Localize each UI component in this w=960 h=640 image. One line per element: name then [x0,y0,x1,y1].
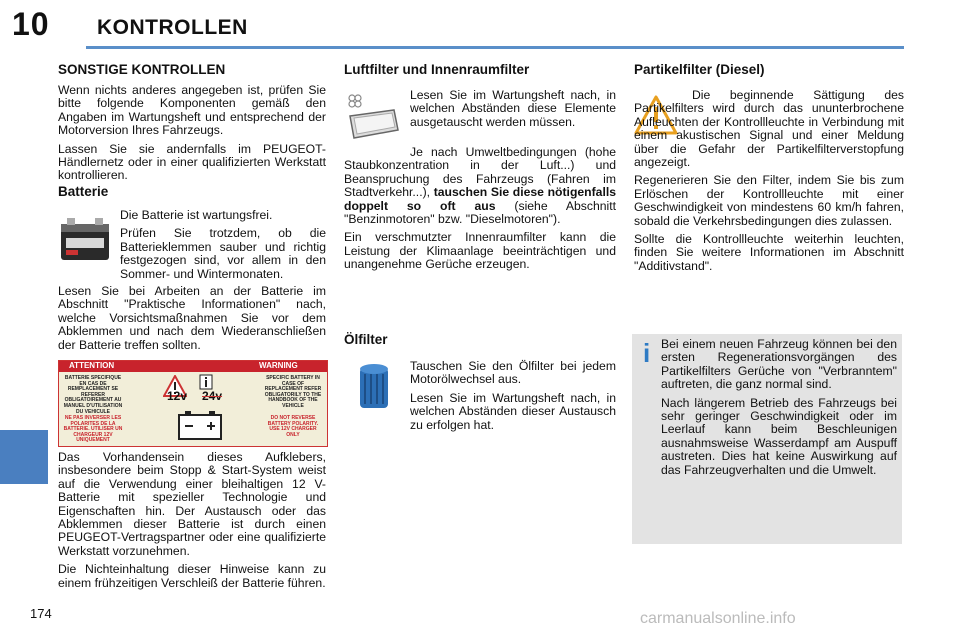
oelfilter-paragraph-2: Lesen Sie im Wartungsheft nach, in welchen Abständen dieser Austausch zu erfolgen hat. [410,390,616,432]
luftfilter-paragraph-2a: Je nach Umweltbedingungen (hohe Staubkonzentration in der Luft...) und Beanspruchung des Fahrzeugs (Fahren im Stadtverkehr...), [344,145,616,200]
luftfilter-paragraph-3: Ein verschmutzter Innenraumfilter kann die Leistung der Klimaanlage beeinträchtigen und unangenehme Gerüche erzeugen. [344,230,616,272]
sticker-battery-icon [177,409,223,441]
oelfilter-paragraph-1: Tauschen Sie den Ölfilter bei jedem Motorölwechsel aus. [410,359,616,387]
battery-warning-sticker [58,360,328,447]
chapter-number: 10 [12,6,50,42]
sticker-right-top: SPECIFIC BATTERY IN CASE OF REPLACEMENT REFER OBLIGATORILY TO THE HANDBOOK OF THE VEHICLE [264,375,322,409]
sticker-attention: ATTENTION [69,361,115,370]
batterie-paragraph-1: Die Batterie ist wartungsfrei. [120,208,273,222]
batterie-text-top [120,209,326,286]
section-title-batterie: Batterie [58,184,109,199]
batterie-paragraph-5: Die Nichteinhaltung dieser Hinweise kann zu einem frühzeitigen Verschleiß der Batterie führen. [58,562,326,590]
luftfilter-paragraph-2-bold: tauschen Sie diese nötigenfalls doppelt so oft aus [344,185,616,213]
sticker-header [59,361,327,372]
sticker-12v: 12v [167,389,188,403]
partikelfilter-paragraph-2: Regenerieren Sie den Filter, indem Sie bis zum Erlöschen der Kontrollleuchte mit einer Geschwindigkeit von mindestens 60 km/h fahren, sobald die Verkehrsbedingungen dies zulassen. [634,173,904,228]
sticker-right-bottom: DO NOT REVERSE BATTERY POLARITY. USE 12V CHARGER ONLY [267,415,319,438]
sonstige-paragraph-1: Wenn nichts anderes angegeben ist, prüfen Sie bitte folgende Komponenten gemäß den Angaben im Wartungsheft und entsprechend der Motorversion Ihres Fahrzeugs. [58,83,326,138]
sticker-24v: 24v [202,389,223,403]
oelfilter-text [410,360,616,437]
sonstige-paragraph-2: Lassen Sie sie andernfalls im PEUGEOT-Händlernetz oder in einer qualifizierten Werkstatt kontrollieren. [58,141,326,183]
luftfilter-paragraph-1: Lesen Sie im Wartungsheft nach, in welchen Abständen diese Elemente ausgetauscht werden müssen. [410,88,616,129]
header-divider [86,46,904,49]
batterie-paragraph-3: Lesen Sie bei Arbeiten an der Batterie im Abschnitt "Praktische Informationen" nach, welche Vorsichtsmaßnahmen Sie vor dem Abklemmen und nach dem Wiederanschließen der Batterie treffen sollten. [58,284,326,352]
watermark: carmanualsonline.info [640,610,796,627]
info-paragraph-2: Nach längerem Betrieb des Fahrzeugs bei sehr geringer Geschwindigkeit oder im Leerlauf kann beim Beschleunigen ausnahmsweise Wasserdampf am Auspuff austreten. Dies hat keine Auswirkung auf das Fahrzeugverhalten und die Umwelt. [661,395,897,477]
section-title-oelfilter: Ölfilter [344,332,388,347]
section-title-partikelfilter: Partikelfilter (Diesel) [634,62,765,77]
luftfilter-paragraph-2 [344,146,616,226]
sticker-left-bottom: NE PAS INVERSER LES POLARITES DE LA BATTERIE. UTILISER UN CHARGEUR 12V UNIQUEMENT [63,415,123,444]
info-paragraph-1: Bei einem neuen Fahrzeug können bei den ersten Regenerationsvorgängen des Partikelfilters Gerüche von "Verbranntem" auftreten, die ganz normal sind. [661,337,897,392]
oil-filter-icon [356,362,392,412]
sticker-warning: WARNING [259,361,298,370]
batterie-text-mid [58,285,326,357]
luftfilter-text-top [410,89,616,134]
battery-icon [56,212,114,264]
sticker-left-top: BATTERIE SPECIFIQUE EN CAS DE REMPLACEMENT SE REFERER OBLIGATOIREMENT AU MANUEL D'UTILISATION DU VEHICULE [63,375,123,415]
partikelfilter-paragraph-1: Die beginnende Sättigung des Partikelfilters wird durch das ununterbrochene Aufleuchten der Kontrollleuchte in Verbindung mit einem akustischen Signal und einer Meldung über die Gefahr der Partikelfilterverstopfung angezeigt. [634,88,904,170]
partikelfilter-paragraph-3: Sollte die Kontrollleuchte weiterhin leuchten, finden Sie weitere Informationen im Abschnitt "Additivstand". [634,232,904,273]
info-text [661,338,897,482]
air-filter-icon [344,92,402,144]
chapter-title: KONTROLLEN [97,16,248,39]
batterie-text-bottom [58,451,326,595]
info-icon: i [643,338,651,368]
partikelfilter-text [634,89,904,278]
luftfilter-text [344,146,616,277]
section-title-sonstige: SONSTIGE KONTROLLEN [58,62,226,77]
batterie-paragraph-4: Das Vorhandensein dieses Aufklebers, insbesondere beim Stopp & Start-System weist auf die Verwendung einer bleihaltigen 12 V-Batterie mit spezieller Technologie und Eigenschaften hin. Der Austausch oder das Abklemmen dieser Batterie ist durch einen PEUGEOT-Vertragspartner oder eine qualifizierte Werkstatt vorzunehmen. [58,450,326,558]
section-title-luftfilter: Luftfilter und Innenraumfilter [344,62,530,77]
chapter-side-tab [0,430,48,484]
luftfilter-paragraph-2c: (siehe Abschnitt "Benzinmotoren" bzw. "Dieselmotoren"). [344,198,616,227]
sonstige-text [58,84,326,188]
sticker-info-book-icon [199,374,213,390]
page-number: 174 [30,606,52,621]
batterie-paragraph-2: Prüfen Sie trotzdem, ob die Batterieklemmen sauber und richtig festgezogen sind, vor allem in den Sommer- und Wintermonaten. [120,226,326,281]
